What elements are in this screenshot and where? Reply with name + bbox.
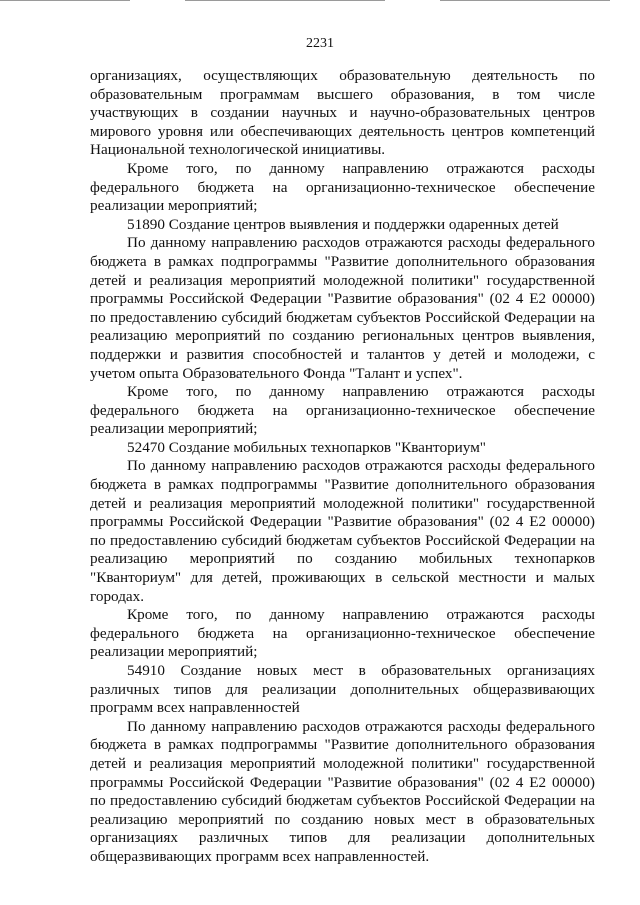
page-number: 2231: [306, 36, 334, 51]
paragraph: Кроме того, по данному направлению отражаются расходы федерального бюджета на организационно-техническое обеспечение реализации мероприятий;: [90, 606, 595, 661]
paragraph: По данному направлению расходов отражаются расходы федерального бюджета в рамках подпрограммы "Развитие дополнительного образования детей и реализация мероприятий молодежной политики" государственной программы Российской Федерации "Развитие образования" (02 4 Е2 00000) по предоставлению субсидий бюджетам субъектов Российской Федерации на реализацию мероприятий по созданию новых мест в образовательных организациях различных типов для реализации дополнительных общеразвивающих программ всех направленностей.: [90, 717, 595, 865]
paragraph: По данному направлению расходов отражаются расходы федерального бюджета в рамках подпрограммы "Развитие дополнительного образования детей и реализация мероприятий молодежной политики" государственной программы Российской Федерации "Развитие образования" (02 4 Е2 00000) по предоставлению субсидий бюджетам субъектов Российской Федерации на реализацию мероприятий по созданию региональных центров выявления, поддержки и развития способностей и талантов у детей и молодежи, с учетом опыта Образовательного Фонда "Талант и успех".: [90, 234, 595, 382]
paragraph: организациях, осуществляющих образовательную деятельность по образовательным программам высшего образования, в том числе участвующих в создании научных и научно-образовательных центров мирового уровня или обеспечивающих деятельность центров компетенций Национальной технологической инициативы.: [90, 67, 595, 159]
document-body: [90, 67, 595, 867]
paragraph: 51890 Создание центров выявления и поддержки одаренных детей: [127, 215, 559, 233]
scan-artifact-line: [440, 0, 610, 1]
paragraph: 52470 Создание мобильных технопарков "Кванториум": [127, 438, 487, 456]
paragraph: 54910 Создание новых мест в образовательных организациях различных типов для реализации дополнительных общеразвивающих программ всех направленностей: [90, 662, 595, 717]
paragraph: Кроме того, по данному направлению отражаются расходы федерального бюджета на организационно-техническое обеспечение реализации мероприятий;: [90, 383, 595, 438]
paragraph: Кроме того, по данному направлению отражаются расходы федерального бюджета на организационно-техническое обеспечение реализации мероприятий;: [90, 159, 595, 215]
scan-artifact-line: [0, 0, 130, 1]
paragraph: По данному направлению расходов отражаются расходы федерального бюджета в рамках подпрограммы "Развитие дополнительного образования детей и реализация мероприятий молодежной политики" государственной программы Российской Федерации "Развитие образования" (02 4 Е2 00000) по предоставлению субсидий бюджетам субъектов Российской Федерации на реализацию мероприятий по созданию мобильных технопарков "Кванториум" для детей, проживающих в сельской местности и малых городах.: [90, 457, 595, 605]
scan-artifact-line: [185, 0, 385, 1]
